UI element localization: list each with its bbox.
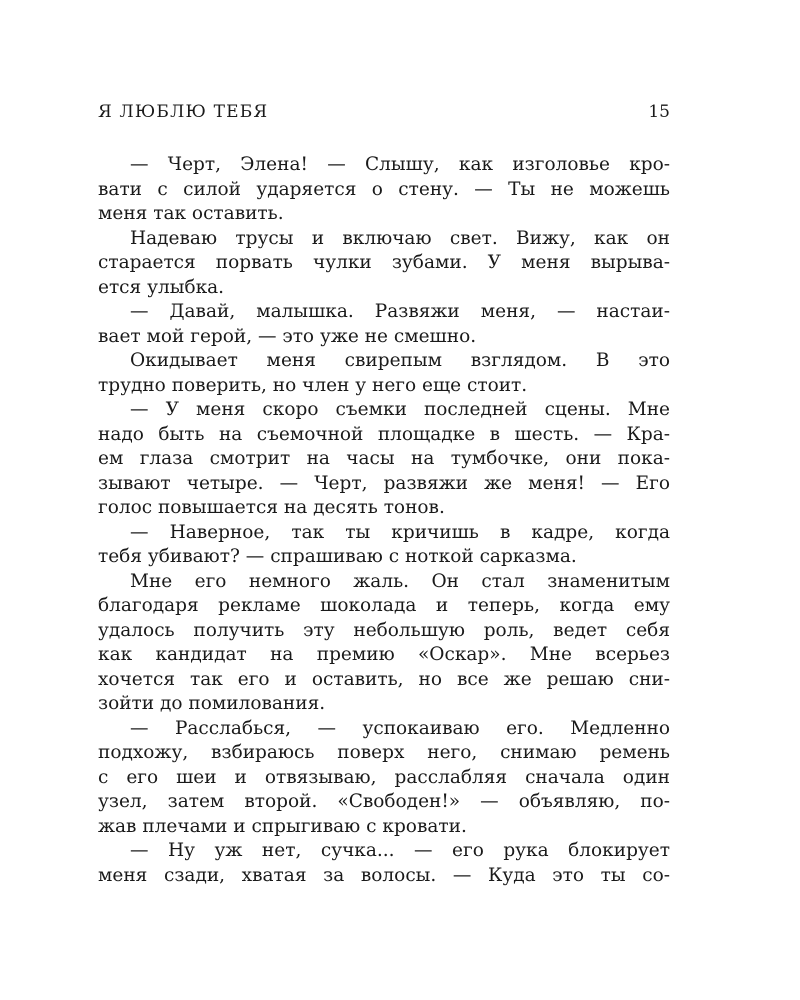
text-line: меня так оставить. [98, 203, 284, 224]
text-line: — Наверное, так ты кричишь в кадре, когда [130, 521, 670, 543]
text-line: меня сзади, хватая за волосы. — Куда это ты со- [98, 864, 670, 886]
text-line: узел, затем второй. «Свободен!» — объявляю, по- [98, 791, 670, 812]
text-line: ем глаза смотрит на часы на тумбочке, они пока- [98, 448, 670, 469]
running-title: Я ЛЮБЛЮ ТЕБЯ [98, 102, 269, 122]
text-line: жав плечами и спрыгиваю с кровати. [98, 815, 467, 837]
text-line: хочется так его и оставить, но все же решаю сни- [98, 668, 670, 690]
text-line: как кандидат на премию «Оскар». Мне всерьез [98, 644, 670, 665]
text-line: — Ну уж нет, сучка... — его рука блокирует [130, 840, 670, 861]
text-line: Мне его немного жаль. Он стал знаменитым [130, 570, 670, 592]
text-line: голос повышается на десять тонов. [98, 497, 445, 518]
text-line: надо быть на съемочной площадке в шесть. — Кра- [98, 423, 670, 445]
page-header [98, 102, 670, 126]
text-line: зойти до помилования. [98, 693, 326, 714]
text-line: тебя убивают? — спрашиваю с ноткой сарказма. [98, 546, 577, 567]
text-line: — У меня скоро съемки последней сцены. Мне [130, 399, 670, 420]
text-line: — Давай, малышка. Развяжи меня, — настаи- [130, 301, 670, 322]
text-line: Окидывает меня свирепым взглядом. В это [130, 350, 670, 371]
body-text [98, 153, 670, 888]
text-line: ется улыбка. [98, 276, 225, 298]
text-line: удалось получить эту небольшую роль, ведет себя [98, 619, 670, 641]
page-number: 15 [648, 102, 670, 122]
text-line: вает мой герой, — это уже не смешно. [98, 325, 477, 347]
text-line: — Расслабься, — успокаиваю его. Медленно [130, 717, 670, 739]
text-line: благодаря рекламе шоколада и теперь, когда ему [98, 595, 670, 616]
text-line: — Черт, Элена! — Слышу, как изголовье кро- [130, 154, 670, 175]
text-line: подхожу, взбираюсь поверх него, снимаю ремень [98, 742, 670, 763]
text-line: зывают четыре. — Черт, развяжи же меня! — Его [98, 472, 670, 494]
text-line: вати с силой ударяется о стену. — Ты не можешь [98, 178, 670, 200]
text-line: Надеваю трусы и включаю свет. Вижу, как он [130, 227, 670, 249]
text-line: с его шеи и отвязываю, расслабляя сначала один [98, 766, 670, 788]
text-line: трудно поверить, но член у него еще стоит. [98, 374, 528, 396]
text-line: старается порвать чулки зубами. У меня вырыва- [98, 252, 670, 273]
